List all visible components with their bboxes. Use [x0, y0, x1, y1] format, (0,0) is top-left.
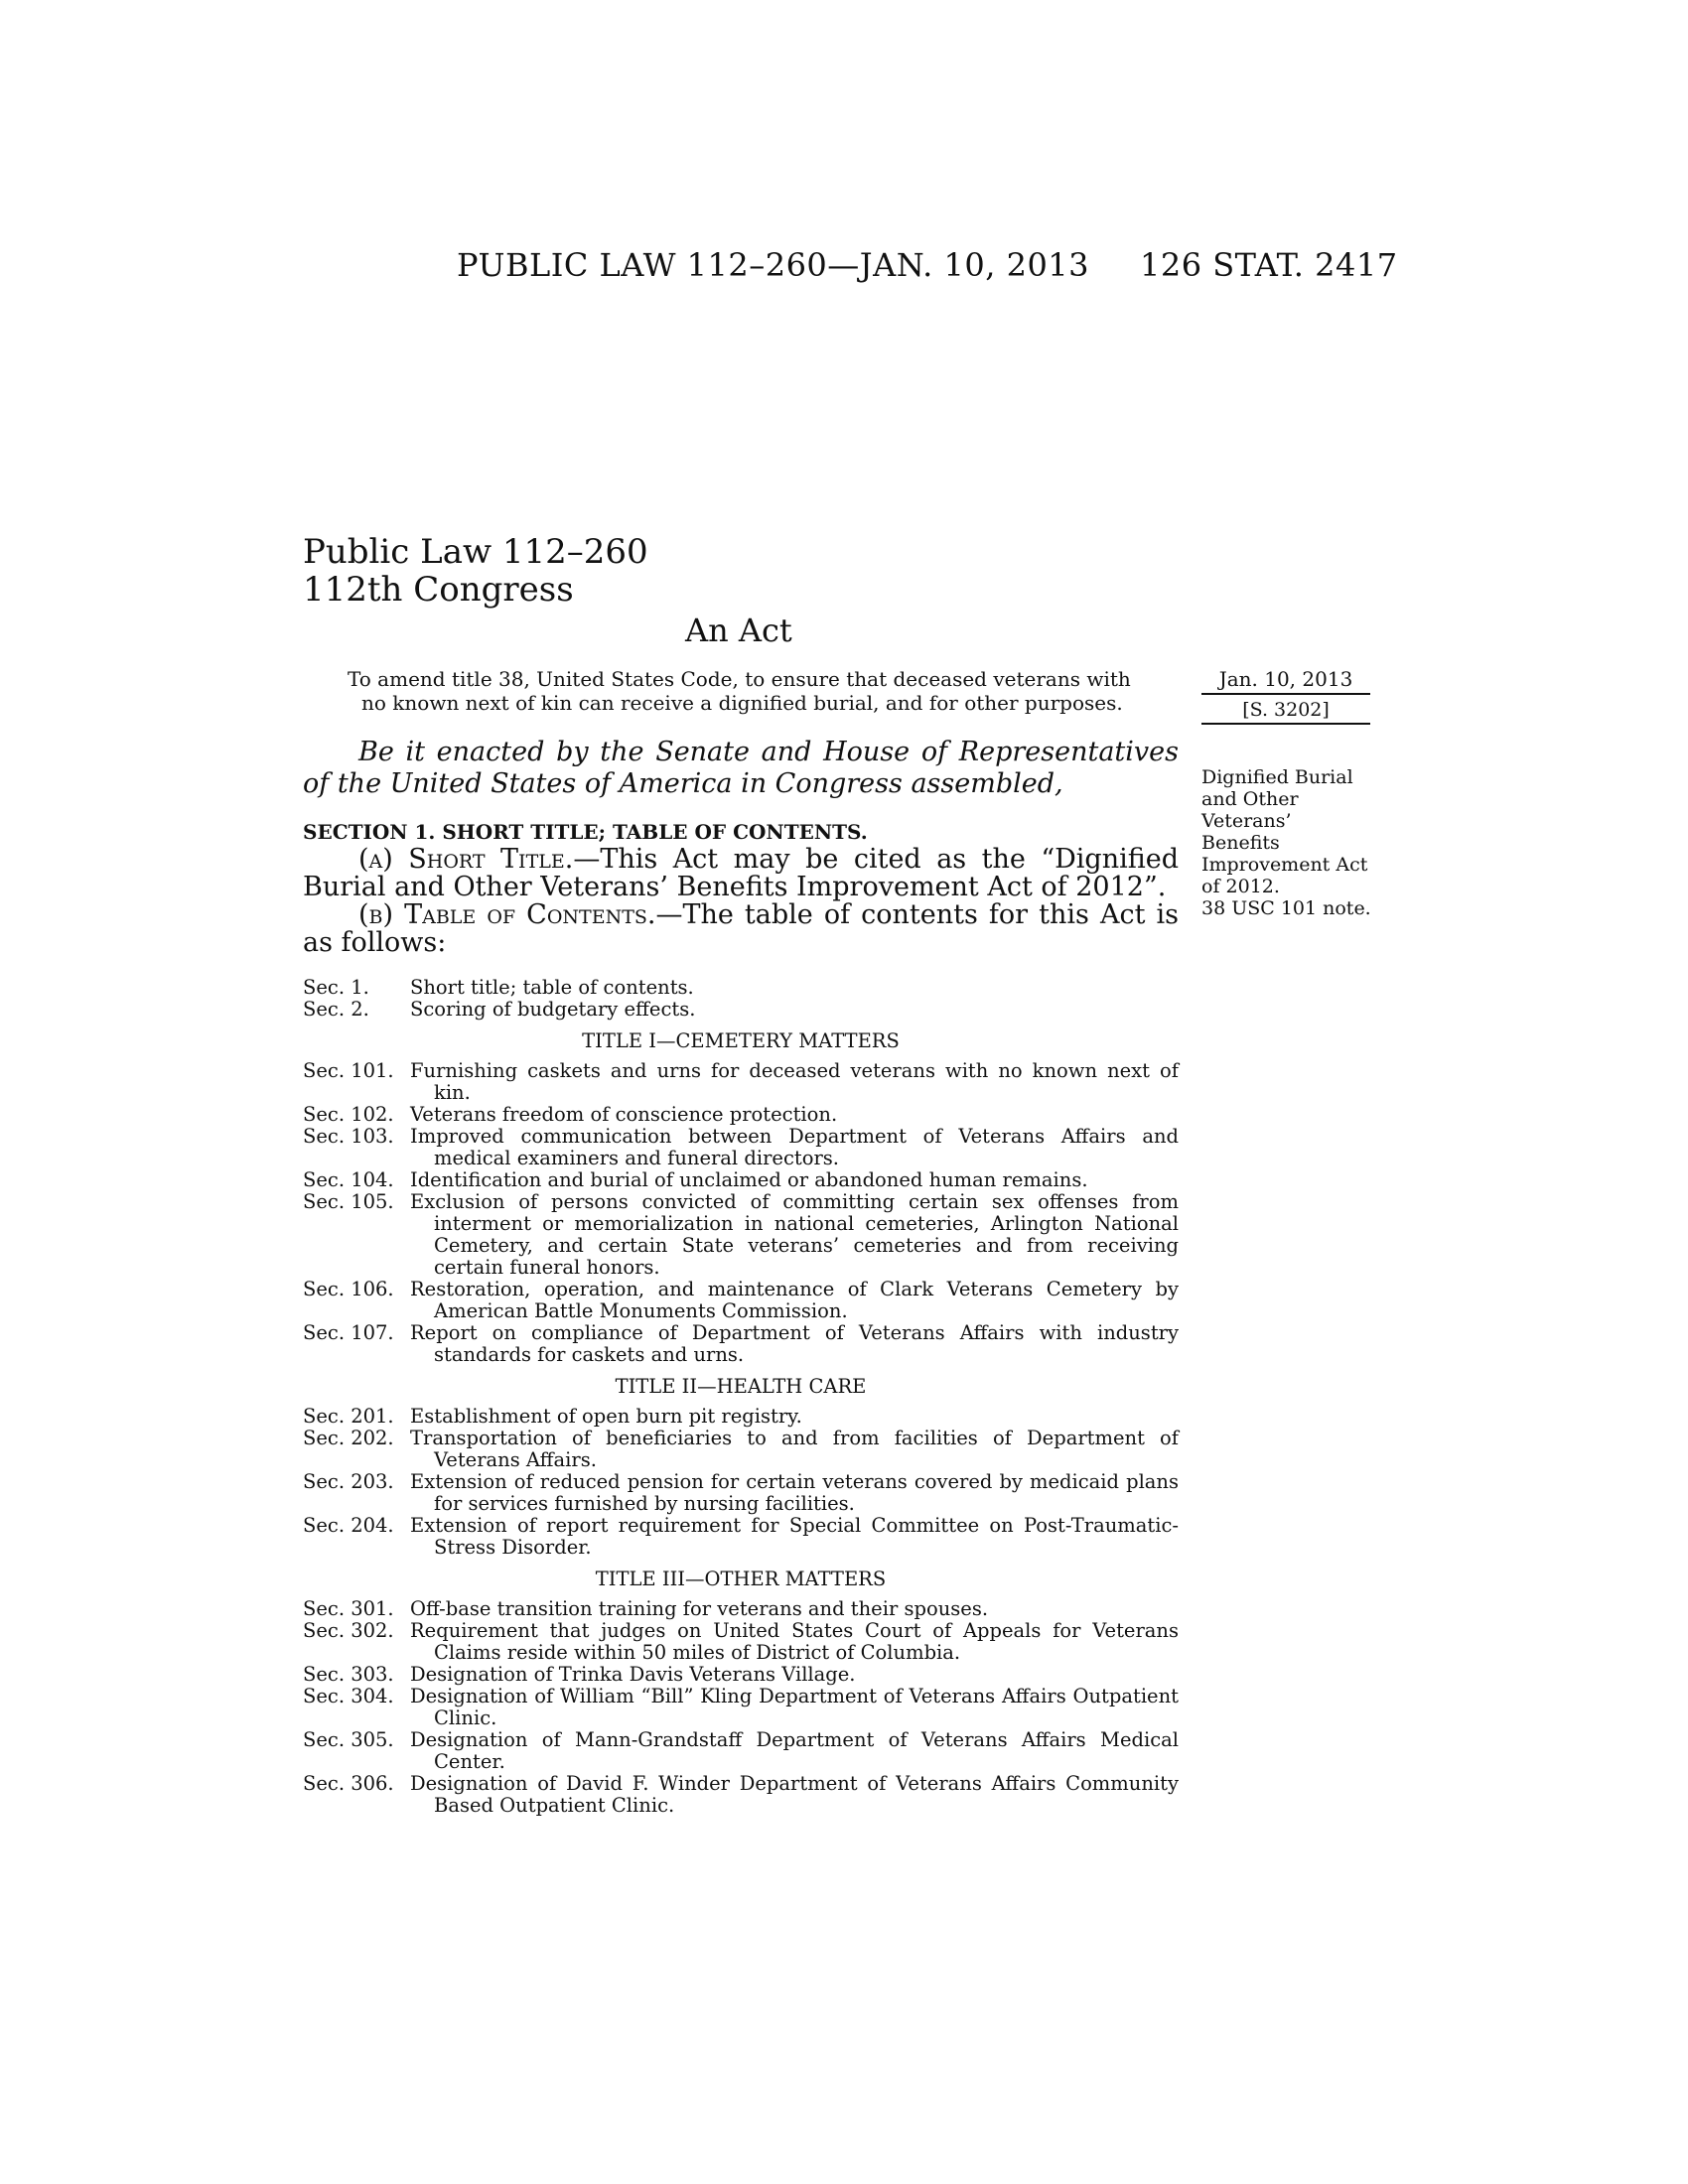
toc-entry: [303, 1169, 1179, 1191]
enactment-date: Jan. 10, 2013: [1201, 665, 1370, 695]
short-title-text: —This Act may be cited as the “Dignified Burial and Other Veterans’ Benefits Improvement Act of 2012”.: [303, 844, 1180, 902]
toc-entry-label: Sec. 203.: [303, 1470, 394, 1493]
toc-entry: [303, 1515, 1179, 1559]
margin-note-line: of 2012.: [1201, 876, 1280, 897]
toc-entry-label: Sec. 201.: [303, 1405, 394, 1428]
act-purpose: [348, 667, 1142, 715]
toc-entry: [303, 1471, 1179, 1515]
toc-entry-text: Designation of William “Bill” Kling Department of Veterans Affairs Outpatient Clinic.: [410, 1685, 1179, 1729]
toc-entry-label: Sec. 305.: [303, 1728, 394, 1751]
toc-entry-text: Veterans freedom of conscience protection.: [410, 1103, 838, 1126]
congress-label: 112th Congress: [303, 570, 574, 610]
title-iii-heading: TITLE III—OTHER MATTERS: [595, 1568, 887, 1590]
toc-entry-text: Transportation of beneficiaries to and from facilities of Department of Veterans Affairs.: [410, 1427, 1179, 1471]
toc-entry-text: Scoring of budgetary effects.: [410, 998, 696, 1021]
toc-entry-label: Sec. 102.: [303, 1103, 394, 1126]
toc-entry-text: Restoration, operation, and maintenance of Clark Veterans Cemetery by American Battle Monuments Commission.: [410, 1278, 1179, 1322]
toc-entry-text: Extension of report requirement for Special Committee on Post-Traumatic-Stress Disorder.: [410, 1514, 1179, 1559]
toc-entry-label: Sec. 303.: [303, 1663, 394, 1686]
margin-note-line: Dignified Burial: [1201, 766, 1353, 788]
margin-note-line: Benefits: [1201, 832, 1280, 854]
toc-entry: [303, 1686, 1179, 1729]
table-of-contents: [303, 977, 1179, 1817]
toc-entry-label: Sec. 103.: [303, 1125, 394, 1148]
toc-entry-text: Improved communication between Department of Veterans Affairs and medical examiners and funeral directors.: [410, 1125, 1179, 1169]
table-of-contents-paragraph: [303, 901, 1179, 957]
an-act-heading: An Act: [685, 612, 792, 649]
toc-entry: [303, 1060, 1179, 1104]
statute-page-number: 126 STAT. 2417: [1140, 246, 1398, 284]
running-header: PUBLIC LAW 112–260—JAN. 10, 2013: [457, 246, 1090, 284]
short-title-label: (a) Short Title.: [358, 844, 574, 875]
short-title-paragraph: [303, 846, 1179, 901]
toc-entry-text: Establishment of open burn pit registry.: [410, 1405, 802, 1428]
margin-note-line: and Other: [1201, 788, 1299, 810]
toc-entry: [303, 977, 1179, 999]
toc-entry-text: Off-base transition training for veterans and their spouses.: [410, 1597, 989, 1620]
margin-note-line: 38 USC 101 note.: [1201, 897, 1371, 919]
section-1-heading: SECTION 1. SHORT TITLE; TABLE OF CONTENTS.: [303, 820, 868, 844]
toc-entry-label: Sec. 204.: [303, 1514, 394, 1537]
toc-intro-text: —The table of contents for this Act is as follows:: [303, 899, 1179, 958]
toc-entry-label: Sec. 104.: [303, 1168, 394, 1191]
purpose-line: no known next of kin can receive a dignified burial, and for other purposes.: [361, 691, 1123, 715]
toc-entry: [303, 1104, 1179, 1126]
toc-entry: [303, 1279, 1179, 1322]
toc-entry: [303, 1598, 1179, 1620]
title-ii-heading: TITLE II—HEALTH CARE: [615, 1375, 867, 1398]
toc-entry-label: Sec. 101.: [303, 1059, 394, 1082]
toc-entry: [303, 1620, 1179, 1664]
toc-entry: [303, 1322, 1179, 1366]
toc-entry-text: Designation of David F. Winder Department of Veterans Affairs Community Based Outpatient Clinic.: [410, 1772, 1179, 1817]
purpose-line: To amend title 38, United States Code, to ensure that deceased veterans with: [348, 667, 1131, 691]
toc-entry-label: Sec. 106.: [303, 1278, 394, 1300]
toc-entry: [303, 1428, 1179, 1471]
toc-entry-text: Short title; table of contents.: [410, 976, 694, 999]
toc-entry-label: Sec. 304.: [303, 1685, 394, 1707]
toc-entry-label: Sec. 306.: [303, 1772, 394, 1795]
toc-entry: [303, 999, 1179, 1021]
toc-entry-text: Report on compliance of Department of Veterans Affairs with industry standards for caskets and urns.: [410, 1321, 1179, 1366]
toc-entry-label: Sec. 1.: [303, 976, 369, 999]
enacting-clause: Be it enacted by the Senate and House of Representatives of the United States of America in Congress assembled,: [303, 737, 1179, 799]
toc-label: (b) Table of Contents.: [358, 899, 656, 930]
toc-entry-text: Designation of Trinka Davis Veterans Village.: [410, 1663, 856, 1686]
toc-entry-label: Sec. 105.: [303, 1190, 394, 1213]
margin-note-line: Veterans’: [1201, 810, 1292, 832]
toc-entry-text: Extension of reduced pension for certain veterans covered by medicaid plans for services furnished by nursing facilities.: [410, 1470, 1179, 1515]
toc-entry-text: Requirement that judges on United States Court of Appeals for Veterans Claims reside within 50 miles of District of Columbia.: [410, 1619, 1179, 1664]
public-law-number: Public Law 112–260: [303, 532, 648, 572]
toc-entry: [303, 1729, 1179, 1773]
toc-entry-text: Furnishing caskets and urns for deceased veterans with no known next of kin.: [410, 1059, 1179, 1104]
toc-entry-label: Sec. 107.: [303, 1321, 394, 1344]
margin-note: [1201, 766, 1400, 919]
toc-entry-label: Sec. 301.: [303, 1597, 394, 1620]
toc-entry-label: Sec. 202.: [303, 1427, 394, 1449]
toc-entry: [303, 1126, 1179, 1169]
toc-entry-text: Exclusion of persons convicted of committing certain sex offenses from interment or memorialization in national cemeteries, Arlington National Cemetery, and certain State veterans’ cemeteries and from receiving certain funeral honors.: [410, 1190, 1179, 1279]
toc-entry: [303, 1773, 1179, 1817]
toc-entry-text: Identification and burial of unclaimed or abandoned human remains.: [410, 1168, 1088, 1191]
toc-entry: [303, 1664, 1179, 1686]
toc-entry-label: Sec. 302.: [303, 1619, 394, 1642]
toc-entry-text: Designation of Mann-Grandstaff Department of Veterans Affairs Medical Center.: [410, 1728, 1179, 1773]
toc-entry: [303, 1191, 1179, 1279]
title-i-heading: TITLE I—CEMETERY MATTERS: [582, 1029, 900, 1052]
margin-note-line: Improvement Act: [1201, 854, 1368, 876]
bill-number: [S. 3202]: [1201, 697, 1370, 725]
toc-entry: [303, 1406, 1179, 1428]
toc-entry-label: Sec. 2.: [303, 998, 369, 1021]
